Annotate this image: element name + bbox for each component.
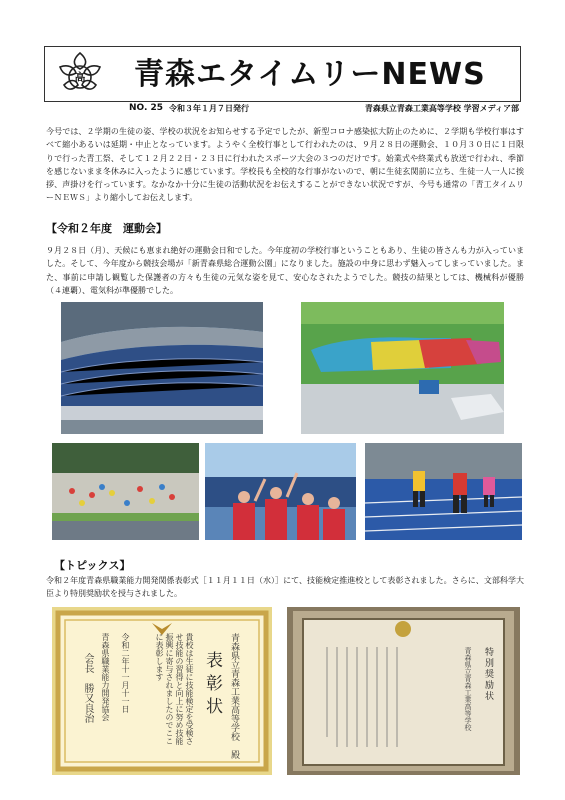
- certificate-body: 貴校は生徒に技能検定を受検させ技能の習得と向上に努め技能振興に寄与されましたのでここに表彰します: [155, 633, 194, 745]
- certificate-signer: 会長 勝又良治: [82, 653, 93, 723]
- stadium-stands-photo: [61, 302, 263, 434]
- publisher: 青森県立青森工業高等学校 学習メディア部: [364, 104, 519, 113]
- certificate-title: 表彰状: [202, 651, 222, 720]
- special-award-recipient: 青森県立青森工業高等学校: [464, 647, 472, 731]
- intro-paragraph: 今号では、２学期の生徒の姿、学校の状況をお知らせする予定でしたが、新型コロナ感染拡大防止のために、２学期も学校行事はすべて縮小あるいは延期・中止となっています。ようやく全校行事として行われたのは、９月２８日の運動会、１０月３０日に１日限りで行った青工祭、そして１２月２２日・２３日に行われたスポーツ大会の３つのだけです。始業式や終業式も放送で行われ、季節を感じないまま冬休みに入ったように感じています。学校長も全校的な行事がないので、朝に生徒玄関前に立ち、生徒一人一人に挨拶、声掛けを行っています。なかなか十分に生徒の活動状況をお伝えすることができない状況ですが、今号も通常の「青工タイムリーＮＥＷＳ」より縮小してお伝えします。: [46, 127, 524, 203]
- topics-paragraph: 令和２年度青森県職業能力開発関係表彰式［１１月１１日（水）］にて、技能検定推進校として表彰されました。さらに、文部科学大臣より特別奨励状を授与されました。: [46, 576, 524, 599]
- certificate-date: 令和二年十一月十一日: [121, 633, 130, 713]
- track-race-photo: [365, 443, 522, 540]
- school-emblem-icon: [54, 49, 106, 97]
- certificate-issuer: 青森県職業能力開発協会: [101, 633, 110, 721]
- certificate-recipient: 青森県立青森工業高等学校 殿: [229, 633, 239, 759]
- svg-text:高: 高: [74, 71, 86, 84]
- field-event-photo: [52, 443, 199, 540]
- masthead: [44, 46, 521, 122]
- sports-day-heading: 【令和２年度 運動会】: [46, 222, 167, 235]
- special-award-certificate-photo: [287, 607, 520, 775]
- issue-date: 令和３年１月７日発行: [169, 104, 249, 113]
- issue-number: NO. 25: [129, 103, 164, 113]
- special-award-title: 特別奨励状: [483, 647, 493, 702]
- award-certificate-photo: [52, 607, 272, 775]
- sports-day-paragraph: ９月２８日（月）、天候にも恵まれ絶好の運動会日和でした。今年度初の学校行事ということもあり、生徒の皆さんも力が入っていました。そして、今年度から競技会場が「新青森県総合運動公園」になりました。施設の中身に思わず魅入ってしまっていました。また、事前に申請し観覧した保護者の方々も生徒の元気な姿を見て、安心なされたようでした。競技の結果としては、機械科が優勝（４連覇）、電気科が準優勝でした。: [46, 246, 524, 295]
- cheering-students-photo: [205, 443, 356, 540]
- newsletter-title: 青森エタイムリーNEWS: [134, 57, 486, 92]
- students-grouped-photo: [301, 302, 504, 434]
- topics-heading: 【トピックス】: [54, 559, 131, 572]
